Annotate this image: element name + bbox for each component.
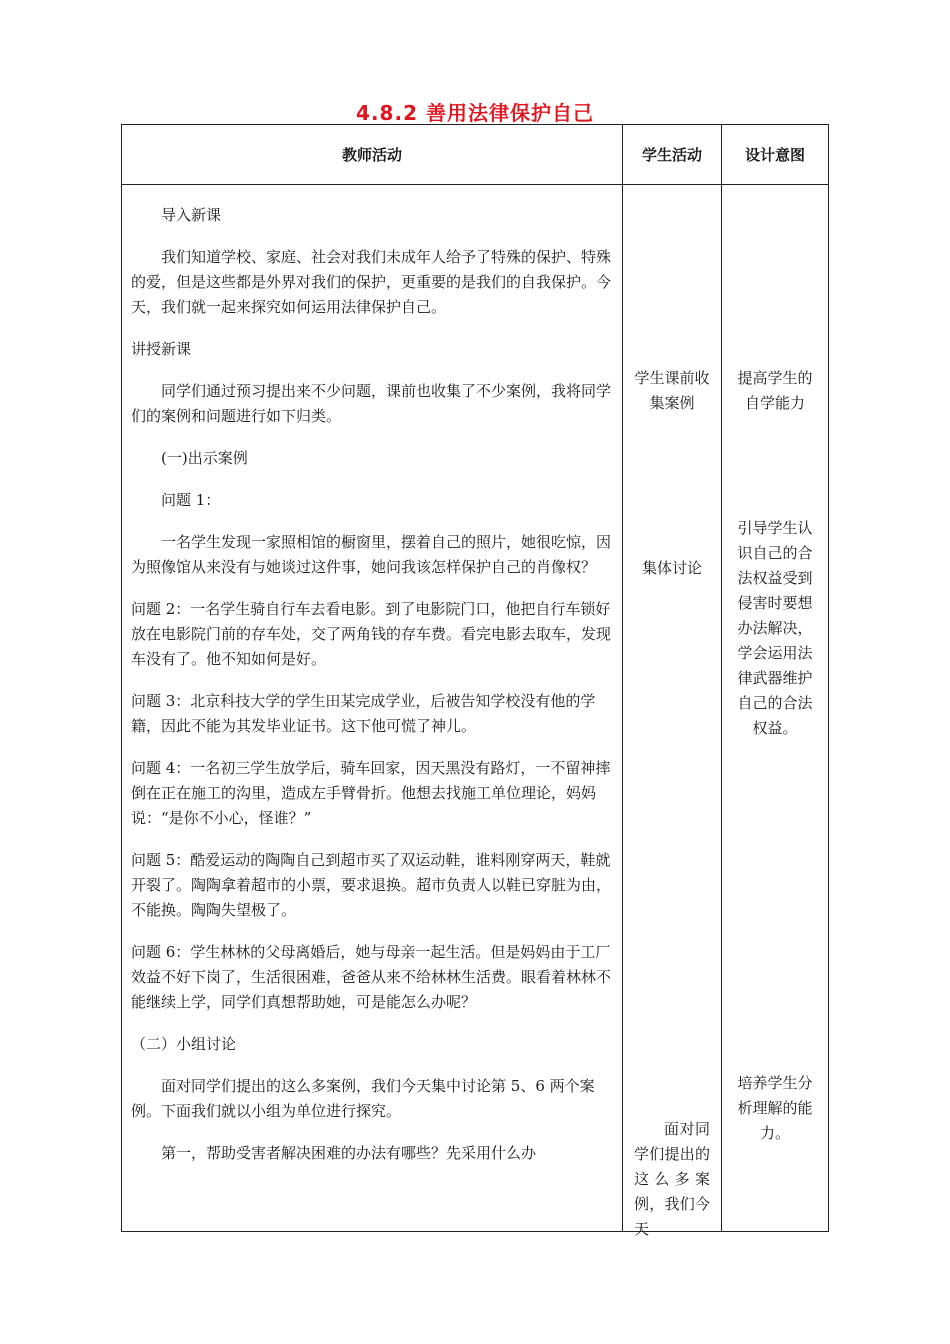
- paragraph-discussion-first: 第一，帮助受害者解决困难的办法有哪些？先采用什么办: [161, 1144, 537, 1162]
- header-design-intent: 设计意图: [744, 146, 805, 164]
- paragraph-section-two-text: 面对同学们提出的这么多案例，我们今天集中讨论第 5、6 两个案例。下面我们就以小组为单位进行探究。: [131, 1077, 595, 1120]
- design-intent-self-study: 提高学生的自学能力: [737, 369, 813, 412]
- column-divider: [721, 125, 722, 1231]
- paragraph-question-4: 问题 4：一名初三学生放学后，骑车回家，因天黑没有路灯，一不留神摔倒在正在施工的沟里，造成左手臂骨折。他想去找施工单位理论，妈妈说：“是你不小心，怪谁？”: [131, 759, 611, 827]
- paragraph-question-2: 问题 2：一名学生骑自行车去看电影。到了电影院门口，他把自行车锁好放在电影院门前的存车处，交了两角钱的存车费。看完电影去取车，发现车没有了。他不知如何是好。: [131, 600, 612, 668]
- design-intent-rights: 引导学生认识自己的合法权益受到侵害时要想办法解决，学会运用法律武器维护自己的合法权益。: [737, 519, 813, 737]
- page-title: 4.8.2 善用法律保护自己: [356, 101, 594, 125]
- paragraph-new-lesson-text: 同学们通过预习提出来不少问题，课前也收集了不少案例，我将同学们的案例和问题进行如下归类。: [131, 382, 612, 425]
- student-activity-face-cases: 面对同学们提出的这么多案例，我们今天: [634, 1120, 710, 1238]
- teacher-activity-content: [131, 185, 615, 1166]
- column-divider: [622, 125, 623, 1231]
- lesson-plan-table: [121, 124, 829, 1238]
- paragraph-question-1-text: 一名学生发现一家照相馆的橱窗里，摆着自己的照片，她很吃惊，因为照像馆从来没有与她谈过这件事，她问我该怎样保护自己的肖像权？: [131, 533, 612, 576]
- paragraph-question-3: 问题 3：北京科技大学的学生田某完成学业，后被告知学校没有他的学籍，因此不能为其发毕业证书。这下他可慌了神儿。: [131, 692, 596, 735]
- header-teacher-activity: 教师活动: [341, 146, 402, 164]
- paragraph-intro-text: 我们知道学校、家庭、社会对我们未成年人给予了特殊的保护、特殊的爱，但是这些都是外界对我们的保护，更重要的是我们的自我保护。今天，我们就一起来探究如何运用法律保护自己。: [131, 248, 612, 316]
- paragraph-new-lesson-heading: 讲授新课: [131, 340, 192, 358]
- paragraph-question-5: 问题 5：酷爱运动的陶陶自己到超市买了双运动鞋，谁料刚穿两天，鞋就开裂了。陶陶拿着超市的小票，要求退换。超市负责人以鞋已穿脏为由，不能换。陶陶失望极了。: [131, 851, 612, 919]
- paragraph-section-one-heading: (一)出示案例: [161, 449, 248, 467]
- student-activity-collect: 学生课前收集案例: [634, 369, 710, 412]
- design-intent-analysis: 培养学生分析理解的能力。: [737, 1074, 813, 1142]
- paragraph-intro-heading: 导入新课: [161, 206, 222, 224]
- header-student-activity: 学生活动: [641, 146, 702, 164]
- paragraph-section-two-heading: （二）小组讨论: [131, 1035, 237, 1053]
- paragraph-question-6: 问题 6：学生林林的父母离婚后，她与母亲一起生活。但是妈妈由于工厂效益不好下岗了，生活很困难，爸爸从来不给林林生活费。眼看着林林不能继续上学，同学们真想帮助她，可是能怎么办呢？: [131, 943, 612, 1011]
- student-activity-discuss: 集体讨论: [641, 559, 702, 577]
- paragraph-question-1-label: 问题 1：: [161, 491, 221, 509]
